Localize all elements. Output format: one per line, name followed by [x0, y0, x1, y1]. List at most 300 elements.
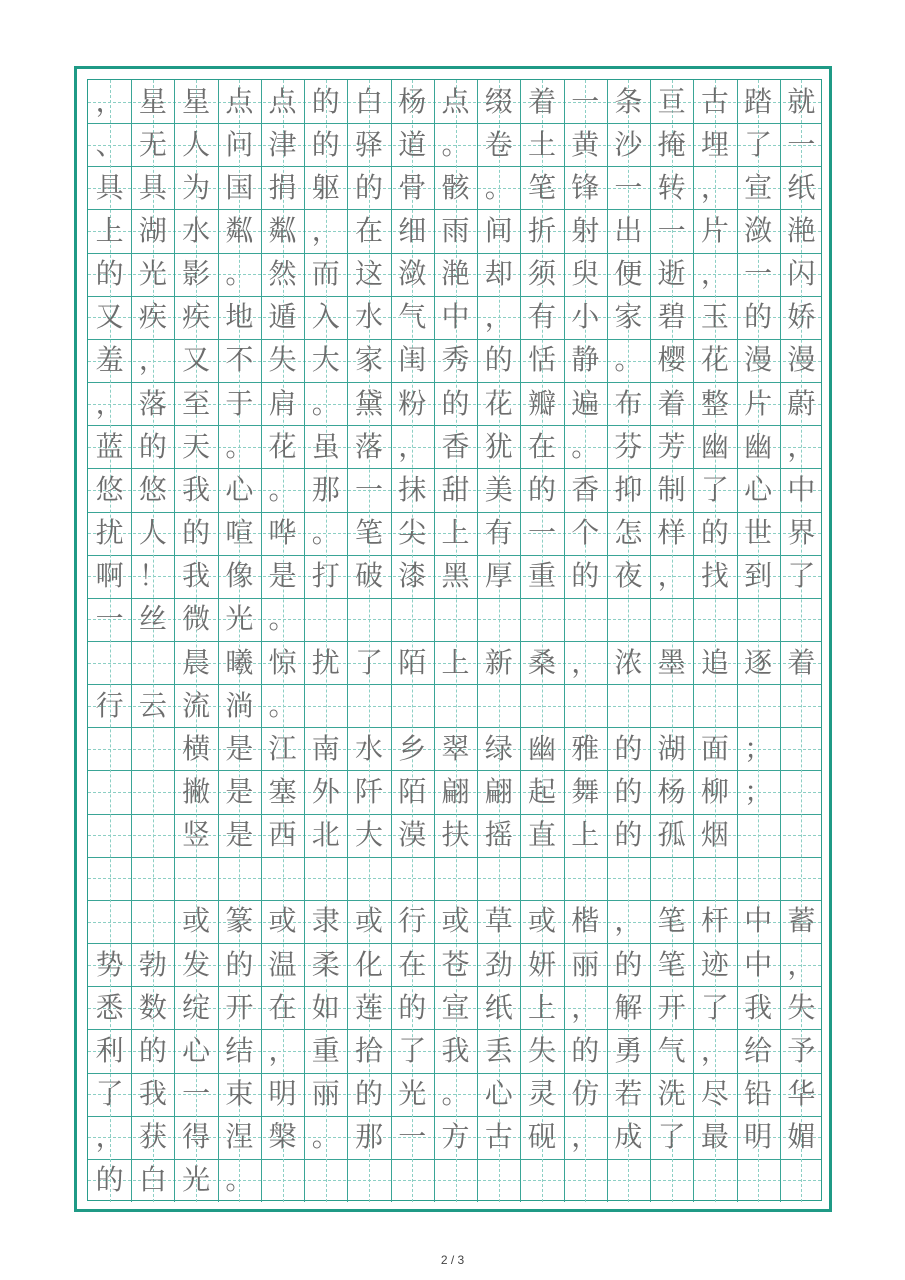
- grid-character: 浓: [614, 645, 643, 679]
- grid-character: 星: [138, 84, 167, 118]
- grid-character: 的: [614, 947, 643, 981]
- grid-character: 。: [225, 257, 254, 291]
- grid-character: 新: [484, 645, 513, 679]
- grid-character: 笔: [657, 947, 686, 981]
- grid-character: 白: [355, 84, 384, 118]
- grid-character: 一: [744, 257, 773, 291]
- grid-character: 打: [311, 559, 340, 593]
- grid-character: 一: [657, 214, 686, 248]
- grid-character: 驿: [355, 127, 384, 161]
- grid-character: ，: [311, 214, 340, 248]
- grid-character: 然: [268, 257, 297, 291]
- grid-character: 着: [527, 84, 556, 118]
- grid-character: 。: [441, 1077, 470, 1111]
- grid-character: 。: [571, 429, 600, 463]
- grid-character: 了: [398, 1033, 427, 1067]
- grid-character: ，: [95, 386, 124, 420]
- grid-character: 解: [614, 990, 643, 1024]
- grid-character: 个: [571, 516, 600, 550]
- grid-character: 若: [614, 1077, 643, 1111]
- grid-character: 逝: [657, 257, 686, 291]
- grid-character: 芳: [657, 429, 686, 463]
- grid-character: 一: [787, 127, 816, 161]
- grid-character: 黄: [571, 127, 600, 161]
- grid-character: 云: [138, 688, 167, 722]
- grid-character: 绽: [182, 990, 211, 1024]
- grid-character: 。: [225, 1163, 254, 1197]
- grid-character: 笔: [527, 170, 556, 204]
- grid-character: 纸: [484, 990, 513, 1024]
- grid-character: 砚: [527, 1120, 556, 1154]
- grid-character: 横: [182, 731, 211, 765]
- grid-character: 蓝: [95, 429, 124, 463]
- grid-character: 西: [268, 818, 297, 852]
- grid-character: 。: [268, 688, 297, 722]
- grid-character: 土: [527, 127, 556, 161]
- grid-character: 厚: [484, 559, 513, 593]
- grid-character: 玉: [700, 300, 729, 334]
- grid-character: 心: [484, 1077, 513, 1111]
- grid-character: 了: [744, 127, 773, 161]
- grid-character: 摇: [484, 818, 513, 852]
- grid-character: 的: [138, 429, 167, 463]
- grid-character: 的: [182, 516, 211, 550]
- grid-character: 犹: [484, 429, 513, 463]
- grid-character: 射: [571, 214, 600, 248]
- grid-character: 具: [138, 170, 167, 204]
- grid-character: 江: [268, 731, 297, 765]
- grid-character: 光: [225, 602, 254, 636]
- grid-character: 温: [268, 947, 297, 981]
- grid-character: 哗: [268, 516, 297, 550]
- grid-character: 。: [484, 170, 513, 204]
- grid-character: 杨: [398, 84, 427, 118]
- grid-character: 中: [441, 300, 470, 334]
- grid-character: 如: [311, 990, 340, 1024]
- grid-character: 的: [311, 127, 340, 161]
- grid-character: 翩: [441, 775, 470, 809]
- grid-character: 落: [138, 386, 167, 420]
- grid-character: 于: [225, 386, 254, 420]
- grid-character: 绿: [484, 731, 513, 765]
- grid-character: 虽: [311, 429, 340, 463]
- grid-character: 无: [138, 127, 167, 161]
- grid-character: 抑: [614, 472, 643, 506]
- grid-character: 幽: [744, 429, 773, 463]
- grid-character: ，: [700, 257, 729, 291]
- grid-character: 上: [95, 214, 124, 248]
- grid-character: 一: [614, 170, 643, 204]
- grid-character: 片: [744, 386, 773, 420]
- grid-character: 了: [355, 645, 384, 679]
- grid-character: 悠: [95, 472, 124, 506]
- grid-character: 掩: [657, 127, 686, 161]
- grid-character: 明: [268, 1077, 297, 1111]
- grid-character: 开: [225, 990, 254, 1024]
- grid-character: 香: [571, 472, 600, 506]
- grid-character: 像: [225, 559, 254, 593]
- grid-character: 却: [484, 257, 513, 291]
- grid-character: 的: [95, 1163, 124, 1197]
- grid-character: 有: [527, 300, 556, 334]
- grid-character: 埋: [700, 127, 729, 161]
- grid-character: 或: [441, 904, 470, 938]
- page-number: 2 / 3: [440, 1253, 465, 1267]
- grid-character: 的: [225, 947, 254, 981]
- grid-character: 的: [398, 990, 427, 1024]
- grid-character: 。: [311, 386, 340, 420]
- grid-character: 漫: [787, 343, 816, 377]
- grid-character: 的: [138, 1033, 167, 1067]
- grid-character: 甜: [441, 472, 470, 506]
- grid-character: 大: [311, 343, 340, 377]
- grid-character: 面: [700, 731, 729, 765]
- grid-character: 失: [268, 343, 297, 377]
- grid-character: 悠: [138, 472, 167, 506]
- grid-character: ，: [95, 1120, 124, 1154]
- grid-character: 幽: [700, 429, 729, 463]
- grid-character: 疾: [182, 300, 211, 334]
- grid-character: 沙: [614, 127, 643, 161]
- grid-character: 就: [787, 84, 816, 118]
- grid-character: 逐: [744, 645, 773, 679]
- grid-character: 人: [182, 127, 211, 161]
- grid-character: 漆: [398, 559, 427, 593]
- grid-character: 地: [225, 300, 254, 334]
- grid-character: 粼: [268, 214, 297, 248]
- grid-character: 天: [182, 429, 211, 463]
- grid-character: 宣: [744, 170, 773, 204]
- grid-character: 柔: [311, 947, 340, 981]
- grid-character: 雨: [441, 214, 470, 248]
- grid-character: 方: [441, 1120, 470, 1154]
- grid-character: 捐: [268, 170, 297, 204]
- grid-character: 便: [614, 257, 643, 291]
- grid-character: 气: [398, 300, 427, 334]
- grid-character: 铅: [744, 1077, 773, 1111]
- grid-character: 或: [268, 904, 297, 938]
- grid-character: 粉: [398, 386, 427, 420]
- grid-character: 起: [527, 775, 556, 809]
- grid-character: 重: [311, 1033, 340, 1067]
- grid-character: 利: [95, 1033, 124, 1067]
- grid-character: 水: [355, 731, 384, 765]
- grid-character: 香: [441, 429, 470, 463]
- grid-character: 。: [311, 516, 340, 550]
- grid-character: ，: [614, 904, 643, 938]
- grid-character: 烟: [700, 818, 729, 852]
- grid-character: 丽: [571, 947, 600, 981]
- grid-character: 蔚: [787, 386, 816, 420]
- grid-character: ，: [787, 947, 816, 981]
- grid-character: 的: [441, 386, 470, 420]
- grid-character: 塞: [268, 775, 297, 809]
- grid-character: 的: [355, 170, 384, 204]
- grid-character: ，: [268, 1033, 297, 1067]
- grid-character: 柳: [700, 775, 729, 809]
- grid-character: 漠: [398, 818, 427, 852]
- grid-character: 丢: [484, 1033, 513, 1067]
- grid-character: 星: [182, 84, 211, 118]
- grid-character: 气: [657, 1033, 686, 1067]
- grid-character: 在: [355, 214, 384, 248]
- grid-character: 微: [182, 602, 211, 636]
- grid-character: 蓄: [787, 904, 816, 938]
- grid-character: 撇: [182, 775, 211, 809]
- grid-character: ，: [700, 1033, 729, 1067]
- grid-character: 心: [225, 472, 254, 506]
- grid-character: 又: [95, 300, 124, 334]
- grid-character: 家: [355, 343, 384, 377]
- writing-sheet: [74, 66, 832, 1212]
- grid-character: 那: [355, 1120, 384, 1154]
- grid-character: 花: [700, 343, 729, 377]
- grid-character: 骨: [398, 170, 427, 204]
- grid-character: 媚: [787, 1120, 816, 1154]
- grid-character: 是: [225, 775, 254, 809]
- grid-character: 获: [138, 1120, 167, 1154]
- grid-character: 。: [268, 602, 297, 636]
- grid-character: 化: [355, 947, 384, 981]
- grid-character: 而: [311, 257, 340, 291]
- grid-character: 国: [225, 170, 254, 204]
- grid-character: 怎: [614, 516, 643, 550]
- grid-character: 在: [398, 947, 427, 981]
- grid-character: 上: [527, 990, 556, 1024]
- grid-character: 上: [571, 818, 600, 852]
- grid-character: 翩: [484, 775, 513, 809]
- grid-character: 潋: [744, 214, 773, 248]
- grid-character: 或: [527, 904, 556, 938]
- grid-character: 卷: [484, 127, 513, 161]
- grid-character: 细: [398, 214, 427, 248]
- grid-character: 花: [268, 429, 297, 463]
- grid-character: 笔: [355, 516, 384, 550]
- grid-character: 出: [614, 214, 643, 248]
- grid-character: 中: [787, 472, 816, 506]
- grid-character: 是: [268, 559, 297, 593]
- grid-character: 的: [311, 84, 340, 118]
- grid-character: 莲: [355, 990, 384, 1024]
- grid-character: 点: [268, 84, 297, 118]
- grid-character: 界: [787, 516, 816, 550]
- grid-character: 躯: [311, 170, 340, 204]
- grid-character: ，: [700, 170, 729, 204]
- grid-character: 点: [441, 84, 470, 118]
- grid-character: 又: [182, 343, 211, 377]
- grid-character: 布: [614, 386, 643, 420]
- grid-character: 、: [95, 127, 124, 161]
- grid-character: ，: [484, 300, 513, 334]
- grid-character: 静: [571, 343, 600, 377]
- grid-character: 舞: [571, 775, 600, 809]
- grid-character: 遁: [268, 300, 297, 334]
- grid-character: 楷: [571, 904, 600, 938]
- grid-character: 破: [355, 559, 384, 593]
- grid-character: 扰: [95, 516, 124, 550]
- grid-character: 的: [700, 516, 729, 550]
- grid-character: 洗: [657, 1077, 686, 1111]
- grid-character: 桑: [527, 645, 556, 679]
- grid-character: 滟: [441, 257, 470, 291]
- grid-character: 光: [398, 1077, 427, 1111]
- grid-character: 转: [657, 170, 686, 204]
- grid-character: 具: [95, 170, 124, 204]
- grid-character: ，: [571, 1120, 600, 1154]
- grid-character: 津: [268, 127, 297, 161]
- grid-character: 墨: [657, 645, 686, 679]
- grid-character: 笔: [657, 904, 686, 938]
- grid-character: 至: [182, 386, 211, 420]
- grid-character: 给: [744, 1033, 773, 1067]
- grid-character: 在: [268, 990, 297, 1024]
- grid-character: 篆: [225, 904, 254, 938]
- grid-character: 制: [657, 472, 686, 506]
- manuscript-grid: [87, 79, 822, 1201]
- grid-character: 得: [182, 1120, 211, 1154]
- grid-character: 是: [225, 731, 254, 765]
- grid-character: 古: [484, 1120, 513, 1154]
- grid-character: 条: [614, 84, 643, 118]
- grid-character: ！: [138, 559, 167, 593]
- grid-character: 骸: [441, 170, 470, 204]
- grid-character: 一: [95, 602, 124, 636]
- grid-character: 道: [398, 127, 427, 161]
- grid-character: ，: [95, 84, 124, 118]
- grid-character: 曦: [225, 645, 254, 679]
- grid-character: 在: [527, 429, 556, 463]
- grid-character: ；: [744, 775, 773, 809]
- grid-character: 阡: [355, 775, 384, 809]
- grid-character: 落: [355, 429, 384, 463]
- grid-character: 须: [527, 257, 556, 291]
- grid-character: 成: [614, 1120, 643, 1154]
- grid-character: 花: [484, 386, 513, 420]
- grid-character: 闪: [787, 257, 816, 291]
- grid-character: ，: [571, 645, 600, 679]
- grid-character: 的: [744, 300, 773, 334]
- grid-character: 白: [138, 1163, 167, 1197]
- grid-character: 中: [744, 947, 773, 981]
- grid-character: 的: [614, 818, 643, 852]
- grid-character: 湖: [657, 731, 686, 765]
- grid-character: 的: [571, 559, 600, 593]
- grid-character: 整: [700, 386, 729, 420]
- grid-character: 水: [182, 214, 211, 248]
- grid-character: 的: [484, 343, 513, 377]
- grid-character: 光: [138, 257, 167, 291]
- grid-character: 陌: [398, 645, 427, 679]
- grid-character: 樱: [657, 343, 686, 377]
- grid-character: 入: [311, 300, 340, 334]
- grid-character: 尽: [700, 1077, 729, 1111]
- grid-character: 缀: [484, 84, 513, 118]
- grid-character: 了: [787, 559, 816, 593]
- grid-character: 草: [484, 904, 513, 938]
- grid-character: 恬: [527, 343, 556, 377]
- grid-character: 。: [311, 1120, 340, 1154]
- grid-character: 杨: [657, 775, 686, 809]
- grid-character: 肩: [268, 386, 297, 420]
- grid-character: ，: [657, 559, 686, 593]
- grid-character: 有: [484, 516, 513, 550]
- grid-character: 北: [311, 818, 340, 852]
- grid-character: 失: [787, 990, 816, 1024]
- grid-character: 最: [700, 1120, 729, 1154]
- grid-character: 找: [700, 559, 729, 593]
- grid-character: 锋: [571, 170, 600, 204]
- grid-character: 南: [311, 731, 340, 765]
- grid-character: 直: [527, 818, 556, 852]
- grid-character: 杆: [700, 904, 729, 938]
- grid-character: 人: [138, 516, 167, 550]
- grid-character: 疾: [138, 300, 167, 334]
- grid-character: 湖: [138, 214, 167, 248]
- grid-character: 的: [95, 257, 124, 291]
- grid-character: 古: [700, 84, 729, 118]
- grid-character: 家: [614, 300, 643, 334]
- grid-character: 那: [311, 472, 340, 506]
- grid-character: 迹: [700, 947, 729, 981]
- grid-character: 勇: [614, 1033, 643, 1067]
- grid-character: 明: [744, 1120, 773, 1154]
- grid-character: 外: [311, 775, 340, 809]
- grid-character: 劲: [484, 947, 513, 981]
- grid-character: 予: [787, 1033, 816, 1067]
- grid-character: 尖: [398, 516, 427, 550]
- grid-character: 水: [355, 300, 384, 334]
- grid-character: 的: [614, 775, 643, 809]
- grid-character: 为: [182, 170, 211, 204]
- grid-character: 淌: [225, 688, 254, 722]
- grid-character: 是: [225, 818, 254, 852]
- grid-character: 竖: [182, 818, 211, 852]
- grid-character: 啊: [95, 559, 124, 593]
- grid-character: 心: [182, 1033, 211, 1067]
- grid-character: 我: [138, 1077, 167, 1111]
- grid-character: 雅: [571, 731, 600, 765]
- grid-character: 束: [225, 1077, 254, 1111]
- grid-character: 翠: [441, 731, 470, 765]
- grid-character: 行: [95, 688, 124, 722]
- grid-character: 。: [225, 429, 254, 463]
- grid-character: 的: [571, 1033, 600, 1067]
- grid-character: 孤: [657, 818, 686, 852]
- grid-character: 追: [700, 645, 729, 679]
- grid-character: 陌: [398, 775, 427, 809]
- grid-character: 。: [614, 343, 643, 377]
- grid-character: 踏: [744, 84, 773, 118]
- grid-character: 幽: [527, 731, 556, 765]
- grid-character: ，: [398, 429, 427, 463]
- grid-character: 晨: [182, 645, 211, 679]
- grid-character: 夜: [614, 559, 643, 593]
- grid-character: 的: [614, 731, 643, 765]
- grid-character: 丽: [311, 1077, 340, 1111]
- grid-character: 碧: [657, 300, 686, 334]
- grid-character: 或: [182, 904, 211, 938]
- grid-character: ；: [744, 731, 773, 765]
- grid-character: 华: [787, 1077, 816, 1111]
- grid-character: 大: [355, 818, 384, 852]
- grid-character: 一: [182, 1077, 211, 1111]
- grid-character: 羞: [95, 343, 124, 377]
- grid-character: 间: [484, 214, 513, 248]
- grid-character: ，: [787, 429, 816, 463]
- grid-character: 臾: [571, 257, 600, 291]
- grid-character: 了: [657, 1120, 686, 1154]
- grid-character: 一: [527, 516, 556, 550]
